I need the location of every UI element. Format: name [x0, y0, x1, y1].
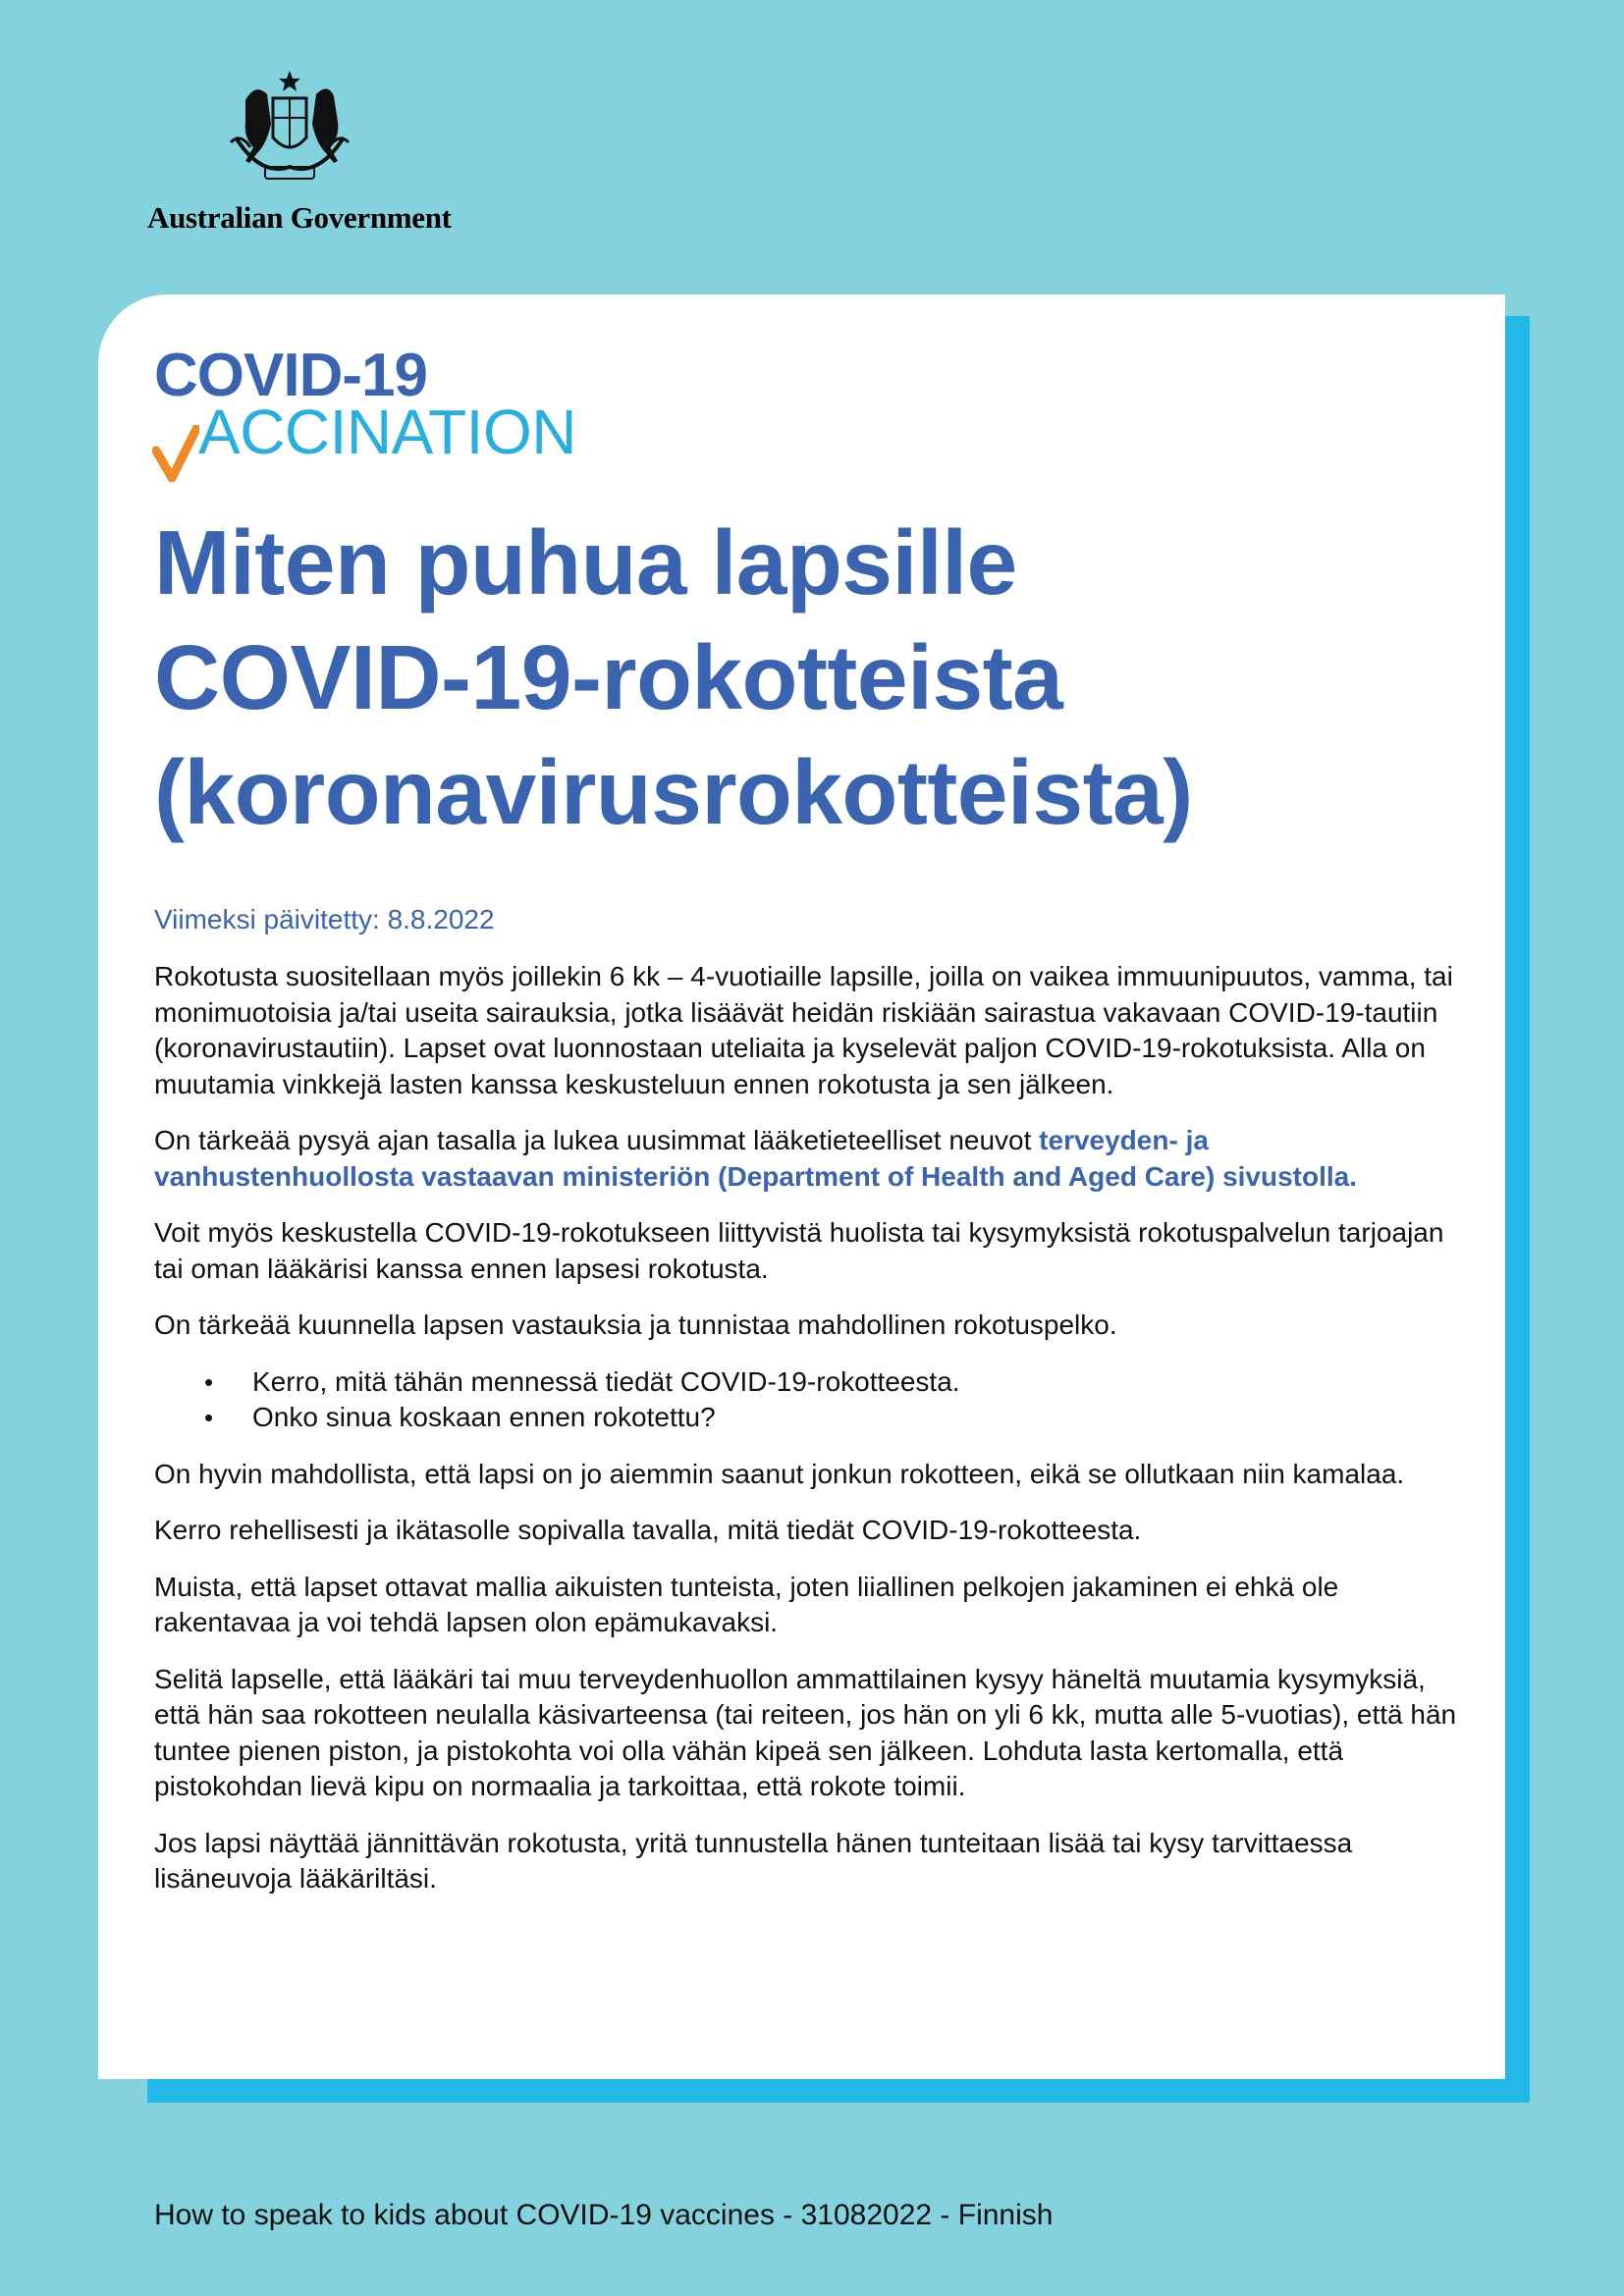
list-item: • Onko sinua koskaan ennen rokotettu? — [154, 1400, 1475, 1436]
government-name: Australian Government — [147, 200, 452, 235]
government-logo — [147, 69, 461, 236]
logo-line-vaccination — [154, 397, 576, 467]
paragraph-remember: Muista, että lapset ottavat mallia aikuisten tunteista, joten liiallinen pelkojen jakaminen ei ehkä ole rakentavaa ja voi tehdä lapsen olon epämukavaksi. — [154, 1571, 1339, 1637]
title-line-3: (koronavirusrokotteista) — [154, 741, 1193, 843]
paragraph-be-honest: Kerro rehellisesti ja ikätasolle sopivalla tavalla, mitä tiedät COVID-19-rokotteesta. — [154, 1515, 1142, 1545]
health-department-link[interactable]: terveyden- ja vanhustenhuollosta vastaavan ministeriön (Department of Health and Aged Care) sivustolla. — [154, 1125, 1357, 1192]
title-line-1: Miten puhua lapsille — [154, 511, 1017, 614]
paragraph-nervous: Jos lapsi näyttää jännittävän rokotusta, yritä tunnustella hänen tunteitaan lisää tai kysy tarvittaessa lisäneuvoja lääkäriltäsi. — [154, 1827, 1353, 1894]
logo-line-vaccination-text: ACCINATION — [198, 397, 576, 467]
coat-of-arms-icon — [216, 69, 363, 196]
covid-vaccination-logo — [154, 342, 576, 467]
paragraph-explain: Selitä lapselle, että lääkäri tai muu terveydenhuollon ammattilainen kysyy häneltä muutamia kysymyksiä, että hän saa rokotteen neulalla käsivarteensa (tai reiteen, jos hän on yli 6 kk, mutta alle 5-vuotias), että hän tuntee pienen piston, ja pistokohta voi olla vähän kipeä sen jälkeen. Lohduta lasta kertomalla, että pistokohdan lievä kipu on normaalia ja tarkoittaa, että rokote toimii. — [154, 1663, 1457, 1801]
title-line-2: COVID-19-rokotteista — [154, 626, 1063, 728]
checkmark-icon — [152, 425, 199, 482]
list-item: • Kerro, mitä tähän mennessä tiedät COVID-19-rokotteesta. — [154, 1364, 1475, 1401]
paragraph-discuss-concerns: Voit myös keskustella COVID-19-rokotukseen liittyvistä huolista tai kysymyksistä rokotuspalvelun tarjoajan tai oman lääkärisi kanssa ennen lapsesi rokotusta. — [154, 1217, 1444, 1284]
paragraph-listen: On tärkeää kuunnella lapsen vastauksia ja tunnistaa mahdollinen rokotuspelko. — [154, 1309, 1117, 1340]
paragraph-intro: Rokotusta suositellaan myös joillekin 6 kk – 4-vuotiaille lapsille, joilla on vaikea immuunipuutos, vamma, tai monimuotoisia ja/tai useita sairauksia, jotka lisäävät heidän riskiään sairastua vakavaan COVID-19-tautiin (koronavirustautiin). Lapset ovat luonnostaan uteliaita ja kyselevät paljon COVID-19-rokotuksista. Alla on muutamia vinkkejä lasten kanssa keskusteluun ennen rokotusta ja sen jälkeen. — [154, 961, 1453, 1099]
content-card — [98, 294, 1505, 2079]
footer-text: How to speak to kids about COVID-19 vaccines - 31082022 - Finnish — [154, 2199, 1054, 2231]
question-list — [154, 1364, 1475, 1436]
paragraph-stay-informed-text: On tärkeää pysyä ajan tasalla ja lukea uusimmat lääketieteelliset neuvot — [154, 1125, 1040, 1155]
logo-line-covid: COVID-19 — [154, 342, 427, 409]
paragraph-stay-informed — [154, 1123, 1475, 1195]
document-body — [154, 901, 1475, 1918]
page-title — [154, 506, 1470, 850]
paragraph-previous-vaccine: On hyvin mahdollista, että lapsi on jo aiemmin saanut jonkun rokotteen, eikä se ollutkaan niin kamalaa. — [154, 1458, 1405, 1489]
last-updated-date: Viimeksi päivitetty: 8.8.2022 — [154, 904, 495, 934]
